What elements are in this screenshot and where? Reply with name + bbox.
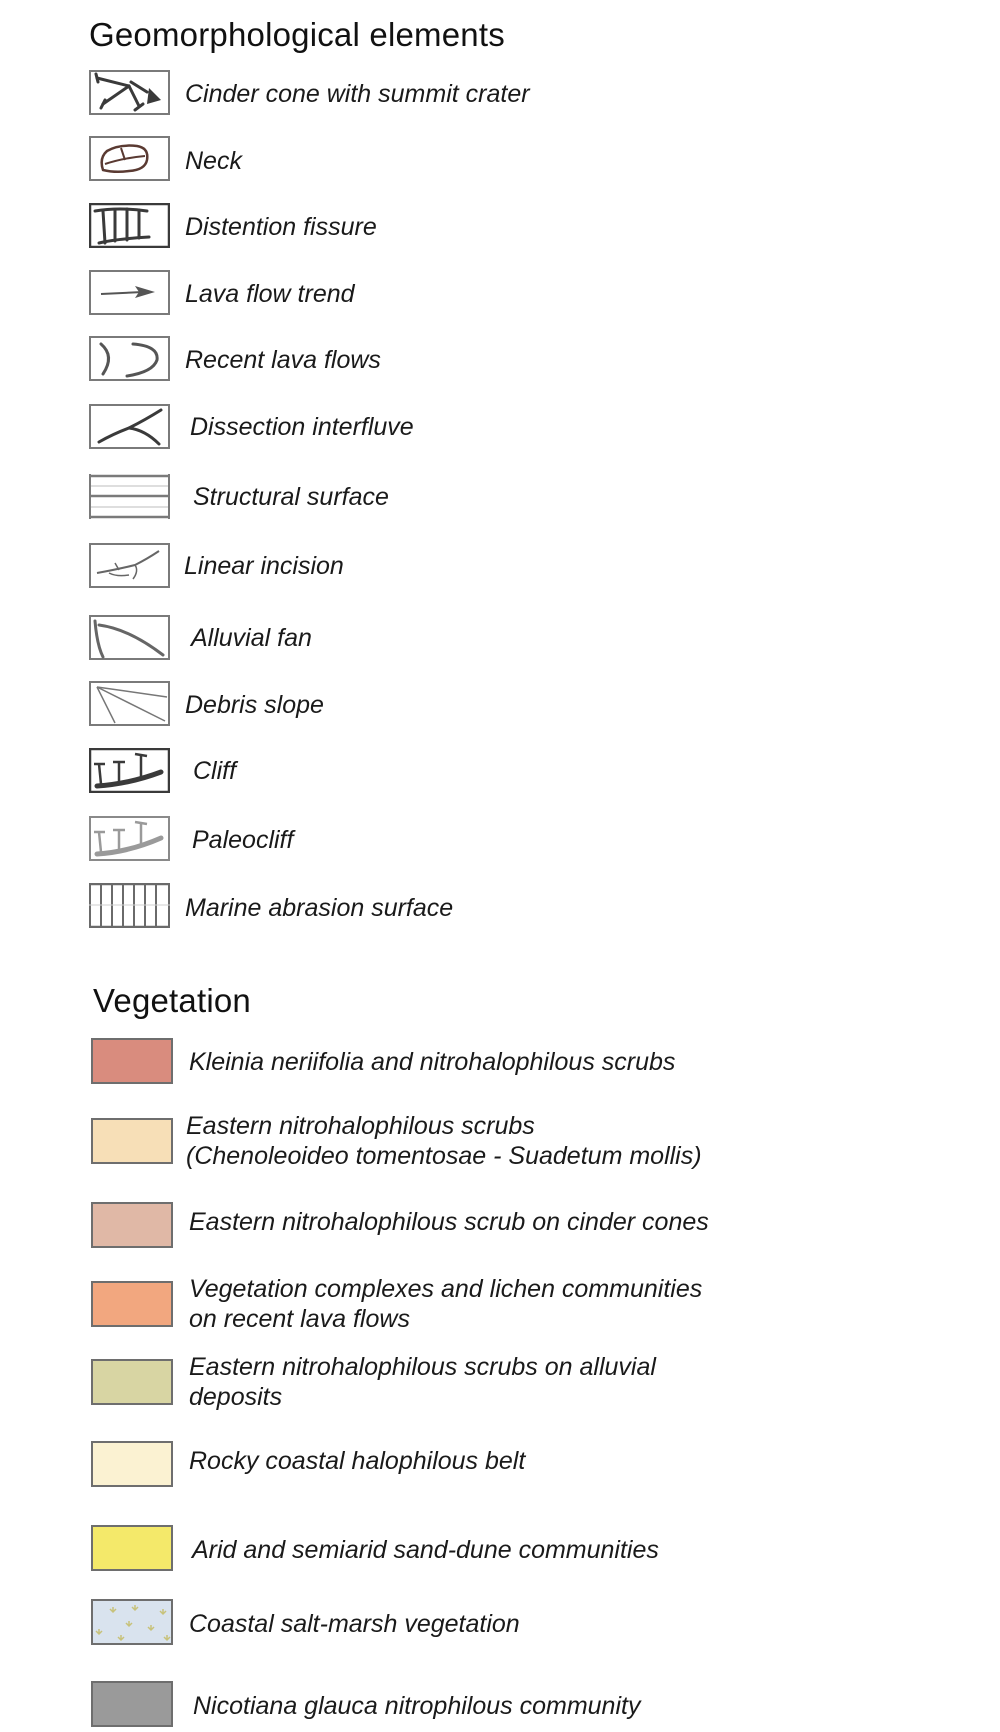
vegetation-title: Vegetation	[93, 982, 251, 1019]
vegetation-swatch-sand-dune	[91, 1525, 173, 1571]
linear-incision-icon	[89, 543, 170, 588]
salt-marsh-pattern-icon	[93, 1601, 171, 1643]
legend-label-alluvial: Eastern nitrohalophilous scrubs on alluvial	[189, 1353, 656, 1381]
legend-label-lava-flows-line2: on recent lava flows	[189, 1305, 410, 1333]
vegetation-swatch-rocky-coastal	[91, 1441, 173, 1487]
geomorphology-title: Geomorphological elements	[89, 16, 505, 53]
recent-lava-flows-icon	[89, 336, 170, 381]
vegetation-swatch-kleinia	[91, 1038, 173, 1084]
legend-label-dissection-interfluve: Dissection interfluve	[190, 413, 414, 441]
cliff-icon	[89, 748, 170, 793]
legend-label-cinder-cone: Cinder cone with summit crater	[185, 80, 530, 108]
legend-label-lava-flows: Vegetation complexes and lichen communities	[189, 1275, 703, 1303]
lava-flow-trend-icon	[89, 270, 170, 315]
legend-label-paleocliff: Paleocliff	[192, 826, 294, 854]
legend-label-salt-marsh: Coastal salt-marsh vegetation	[189, 1610, 520, 1638]
legend-label-neck: Neck	[185, 147, 242, 175]
marine-abrasion-surface-icon	[89, 883, 170, 928]
cinder-cone-icon	[89, 70, 170, 115]
legend-label-distention-fissure: Distention fissure	[185, 213, 377, 241]
vegetation-swatch-nicotiana	[91, 1681, 173, 1727]
legend-label-debris-slope: Debris slope	[185, 691, 324, 719]
vegetation-swatch-lava-flows	[91, 1281, 173, 1327]
vegetation-swatch-salt-marsh	[91, 1599, 173, 1645]
legend-label-nicotiana: Nicotiana glauca nitrophilous community	[193, 1692, 641, 1720]
structural-surface-icon	[89, 474, 170, 519]
legend-label-recent-lava-flows: Recent lava flows	[185, 346, 381, 374]
alluvial-fan-icon	[89, 615, 170, 660]
legend-label-cinder-cones: Eastern nitrohalophilous scrub on cinder cones	[189, 1208, 709, 1236]
legend-label-lava-flow-trend: Lava flow trend	[185, 280, 355, 308]
debris-slope-icon	[89, 681, 170, 726]
vegetation-swatch-cinder-cones	[91, 1202, 173, 1248]
vegetation-swatch-eastern-nitrohalophilous	[91, 1118, 173, 1164]
legend-label-structural-surface: Structural surface	[193, 483, 389, 511]
dissection-interfluve-icon	[89, 404, 170, 449]
neck-icon	[89, 136, 170, 181]
legend-label-cliff: Cliff	[193, 757, 237, 785]
legend-label-rocky-coastal: Rocky coastal halophilous belt	[189, 1447, 526, 1475]
legend-label-marine-abrasion-surface: Marine abrasion surface	[185, 894, 454, 922]
legend-label-alluvial-fan: Alluvial fan	[191, 624, 312, 652]
legend-label-alluvial-line2: deposits	[189, 1383, 283, 1411]
distention-fissure-icon	[89, 203, 170, 248]
paleocliff-icon	[89, 816, 170, 861]
vegetation-swatch-alluvial	[91, 1359, 173, 1405]
legend-label-sand-dune: Arid and semiarid sand-dune communities	[192, 1536, 659, 1564]
legend-label-eastern-nitrohalophilous-line2: (Chenoleoideo tomentosae - Suadetum mollis)	[186, 1142, 702, 1170]
legend-label-eastern-nitrohalophilous: Eastern nitrohalophilous scrubs	[186, 1112, 535, 1140]
legend-label-kleinia: Kleinia neriifolia and nitrohalophilous scrubs	[189, 1048, 676, 1076]
legend-label-linear-incision: Linear incision	[184, 552, 344, 580]
